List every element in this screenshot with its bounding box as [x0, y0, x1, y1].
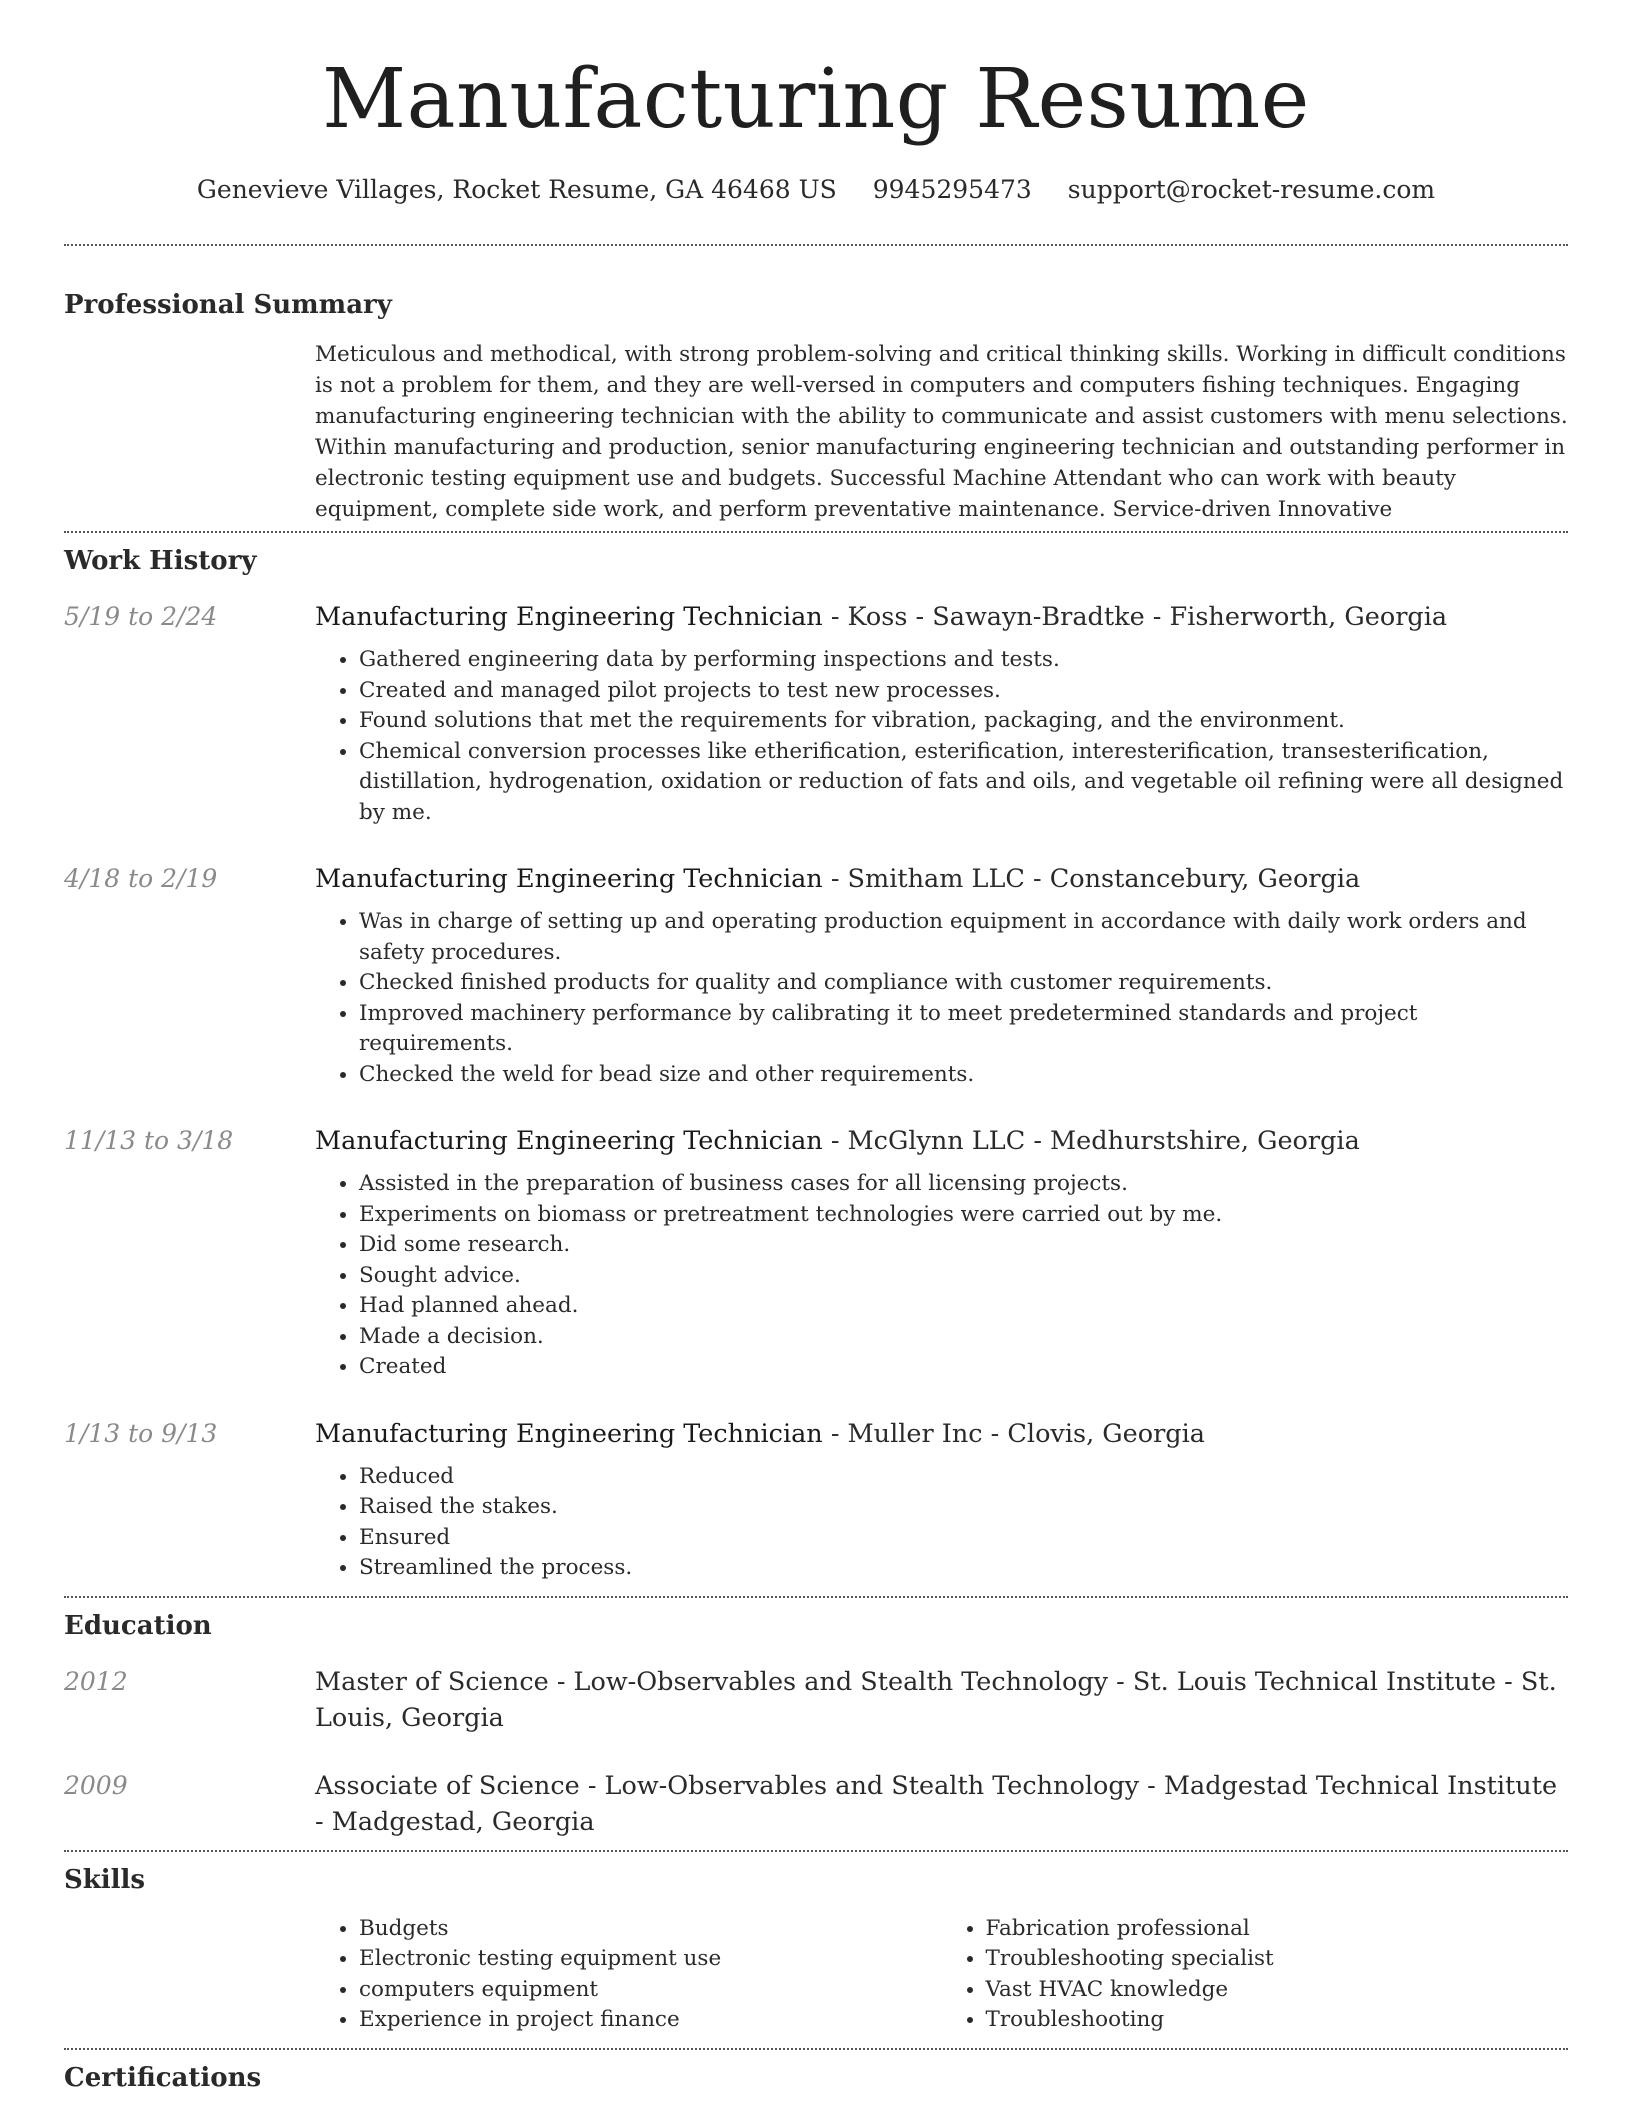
section-divider	[64, 531, 1568, 533]
job-entry	[64, 599, 1568, 828]
job-entry	[64, 861, 1568, 1090]
job-company: - Smitham LLC - Constancebury, Georgia	[822, 864, 1361, 894]
job-dates: 1/13 to 9/13	[64, 1418, 218, 1448]
job-role: Manufacturing Engineering Technician	[315, 602, 823, 632]
education-school: - Madgestad Technical Institute - Madgestad, Georgia	[315, 1770, 1558, 1837]
skill-item: • Budgets	[359, 1914, 942, 1945]
job-dates: 4/18 to 2/19	[64, 864, 218, 893]
list-item: • Checked the weld for bead size and other requirements.	[359, 1060, 1568, 1091]
skills-list-right	[942, 1914, 1569, 2036]
job-dates: 5/19 to 2/24	[64, 602, 218, 631]
list-item: • Did some research.	[359, 1230, 1568, 1261]
skills-list-left	[315, 1914, 942, 2036]
contact-address: Genevieve Villages, Rocket Resume, GA 46468 US	[196, 175, 837, 204]
job-entry	[64, 1416, 1568, 1584]
education-degree: Master of Science - Low-Observables and Stealth Technology	[315, 1666, 1109, 1697]
work-history-heading: Work History	[64, 546, 257, 576]
skill-item: • Vast HVAC knowledge	[986, 1975, 1569, 2006]
skill-item: • Electronic testing equipment use	[359, 1944, 942, 1975]
list-item: • Reduced	[359, 1462, 1568, 1493]
list-item: • Assisted in the preparation of business cases for all licensing projects.	[359, 1169, 1568, 1200]
education-entry	[64, 1664, 1568, 1736]
job-title	[315, 861, 1568, 897]
section-divider	[64, 2048, 1568, 2050]
summary-row	[64, 339, 1568, 525]
list-item: • Experiments on biomass or pretreatment technologies were carried out by me.	[359, 1200, 1568, 1231]
education-heading: Education	[64, 1610, 212, 1641]
section-divider	[64, 1850, 1568, 1852]
job-bullets	[315, 907, 1568, 1090]
skill-item: • Troubleshooting	[986, 2005, 1569, 2036]
list-item: • Sought advice.	[359, 1261, 1568, 1292]
contact-email: support@rocket-resume.com	[1067, 175, 1436, 204]
list-item: • Ensured	[359, 1523, 1568, 1554]
education-year: 2012	[64, 1666, 128, 1696]
job-title	[315, 1416, 1568, 1452]
contact-phone: 9945295473	[872, 175, 1032, 204]
job-role: Manufacturing Engineering Technician	[315, 1418, 823, 1449]
list-item: • Checked finished products for quality and compliance with customer requirements.	[359, 968, 1568, 999]
skill-item: • Troubleshooting specialist	[986, 1944, 1569, 1975]
list-item: • Was in charge of setting up and operating production equipment in accordance with daily work orders and safety procedures.	[359, 907, 1568, 968]
education-school: - St. Louis Technical Institute - St. Louis, Georgia	[315, 1666, 1557, 1733]
job-company: - Koss - Sawayn-Bradtke - Fisherworth, Georgia	[822, 602, 1448, 632]
job-bullets	[315, 1462, 1568, 1584]
resume-name: Manufacturing Resume	[322, 52, 1310, 147]
job-title	[315, 599, 1568, 635]
education-year: 2009	[64, 1770, 128, 1800]
list-item: • Raised the stakes.	[359, 1492, 1568, 1523]
skills-heading: Skills	[64, 1864, 146, 1895]
resume-page	[64, 0, 1568, 2098]
education-title	[315, 1768, 1568, 1840]
list-item: • Created and managed pilot projects to test new processes.	[359, 676, 1568, 707]
certifications-heading: Certifications	[64, 2062, 262, 2093]
job-role: Manufacturing Engineering Technician	[315, 1126, 823, 1156]
list-item: • Created	[359, 1352, 1568, 1383]
education-title	[315, 1664, 1568, 1736]
job-bullets	[315, 1169, 1568, 1383]
list-item: • Found solutions that met the requirements for vibration, packaging, and the environment.	[359, 706, 1568, 737]
job-dates: 11/13 to 3/18	[64, 1126, 234, 1155]
job-bullets	[315, 645, 1568, 828]
job-title	[315, 1123, 1568, 1159]
list-item: • Made a decision.	[359, 1322, 1568, 1353]
section-divider	[64, 244, 1568, 246]
list-item: • Chemical conversion processes like etherification, esterification, interesterification, transesterification, distillation, hydrogenation, oxidation or reduction of fats and oils, and vegetable oil refining were all designed by me.	[359, 737, 1568, 829]
summary-text: Meticulous and methodical, with strong problem-solving and critical thinking skills. Working in difficult conditions is not a problem for them, and they are well-versed in computers and computers fishing techniques. Engaging manufacturing engineering technician with the ability to communicate and assist customers with menu selections. Within manufacturing and production, senior manufacturing engineering technician and outstanding performer in electronic testing equipment use and budgets. Successful Machine Attendant who can work with beauty equipment, complete side work, and perform preventative maintenance. Service-driven Innovative	[315, 342, 1568, 522]
list-item: • Streamlined the process.	[359, 1553, 1568, 1584]
summary-heading: Professional Summary	[64, 290, 392, 320]
skill-item: • computers equipment	[359, 1975, 942, 2006]
section-divider	[64, 1596, 1568, 1598]
skills-row	[64, 1914, 1568, 2036]
job-role: Manufacturing Engineering Technician	[315, 864, 823, 894]
education-entry	[64, 1768, 1568, 1840]
education-degree: Associate of Science - Low-Observables and Stealth Technology	[315, 1770, 1140, 1801]
skill-item: • Experience in project finance	[359, 2005, 942, 2036]
contact-line	[64, 170, 1568, 210]
job-company: - McGlynn LLC - Medhurstshire, Georgia	[822, 1126, 1360, 1156]
list-item: • Gathered engineering data by performing inspections and tests.	[359, 645, 1568, 676]
summary-spacer	[64, 339, 315, 525]
skill-item: • Fabrication professional	[986, 1914, 1569, 1945]
job-company: - Muller Inc - Clovis, Georgia	[822, 1418, 1205, 1449]
list-item: • Had planned ahead.	[359, 1291, 1568, 1322]
job-entry	[64, 1123, 1568, 1383]
skills-spacer	[64, 1914, 315, 2036]
list-item: • Improved machinery performance by calibrating it to meet predetermined standards and project requirements.	[359, 999, 1568, 1060]
